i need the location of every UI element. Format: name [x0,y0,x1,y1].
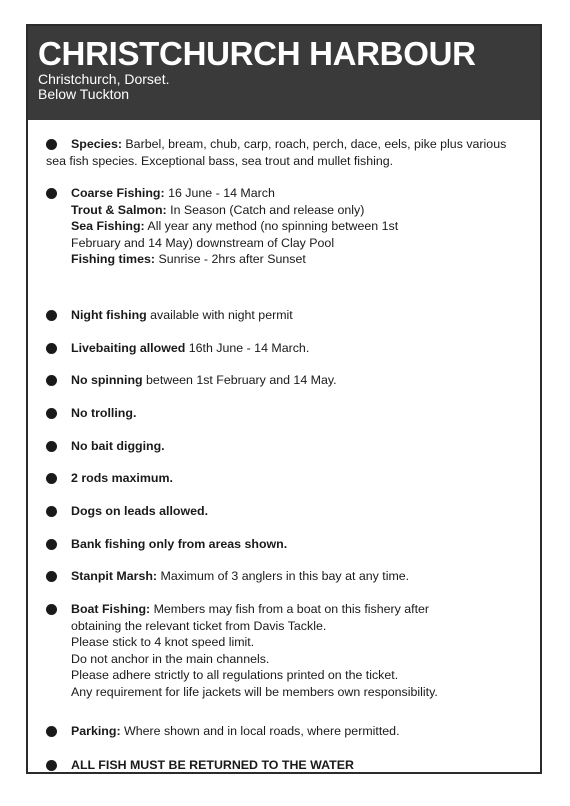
bullet-icon [46,408,57,419]
sea-text: All year any method (no spinning between 1st [144,219,399,234]
trout-text: In Season (Catch and release only) [166,202,365,217]
boat-text-6: Any requirement for life jackets will be members own responsibility. [71,684,438,699]
coarse-text: 16 June - 14 March [164,186,275,200]
rule-label: Dogs on leads allowed. [71,504,209,518]
boat-text-5: Please adhere strictly to all regulations printed on the ticket. [71,668,399,683]
rule-text: available with night permit [146,308,293,322]
rule-text: between 1st February and 14 May. [142,373,337,387]
fishery-title: CHRISTCHURCH HARBOUR [38,35,476,72]
bullet-icon [46,441,57,452]
boat-text-1: Members may fish from a boat on this fishery after [150,602,430,616]
bullet-icon [46,571,57,582]
bullet-icon [46,343,57,354]
rule-label: Bank fishing only from areas shown. [71,537,288,551]
location: Christchurch, Dorset. [38,71,170,87]
rule-label: Parking: [71,724,121,738]
bullet-icon [46,375,57,386]
rule-label: Stanpit Marsh: [71,569,158,583]
bullet-icon [46,188,57,199]
rule-text: 16th June - 14 March. [185,341,310,355]
rule-label: Boat Fishing: [71,602,151,616]
bullet-icon [46,310,57,321]
sea-label: Sea Fishing: [71,219,145,234]
boat-text-2: obtaining the relevant ticket from Davis Tackle. [71,618,327,633]
rule-label: ALL FISH MUST BE RETURNED TO THE WATER [71,758,354,772]
bullet-icon [46,760,57,771]
coarse-label: Coarse Fishing: [71,186,165,200]
bullet-icon [46,604,57,615]
bullet-icon [46,539,57,550]
sea-text-continued: February and 14 May) downstream of Clay Pool [71,235,335,250]
fishery-rules-card [26,24,542,774]
rule-label: No trolling. [71,406,137,420]
times-label: Fishing times: [71,252,155,267]
rule-label: Livebaiting allowed [71,341,186,355]
rule-label: No spinning [71,373,143,387]
trout-label: Trout & Salmon: [71,202,167,217]
times-text: Sunrise - 2hrs after Sunset [155,252,306,267]
rule-text: Maximum of 3 anglers in this bay at any time. [157,569,410,583]
bullet-icon [46,506,57,517]
rule-label: Species: [71,137,122,151]
bullet-icon [46,726,57,737]
boat-text-3: Please stick to 4 knot speed limit. [71,635,255,650]
boat-text-4: Do not anchor in the main channels. [71,651,270,666]
rule-label: No bait digging. [71,439,165,453]
rule-text: Barbel, bream, chub, carp, roach, perch, dace, eels, pike plus various sea fish species. Exceptional bass, sea trout and mullet fishing. [46,137,507,168]
header-banner [28,26,540,120]
rule-label: 2 rods maximum. [71,471,173,485]
rule-label: Night fishing [71,308,147,322]
bullet-icon [46,473,57,484]
rule-text: Where shown and in local roads, where permitted. [120,724,400,738]
sublocation: Below Tuckton [38,86,130,102]
